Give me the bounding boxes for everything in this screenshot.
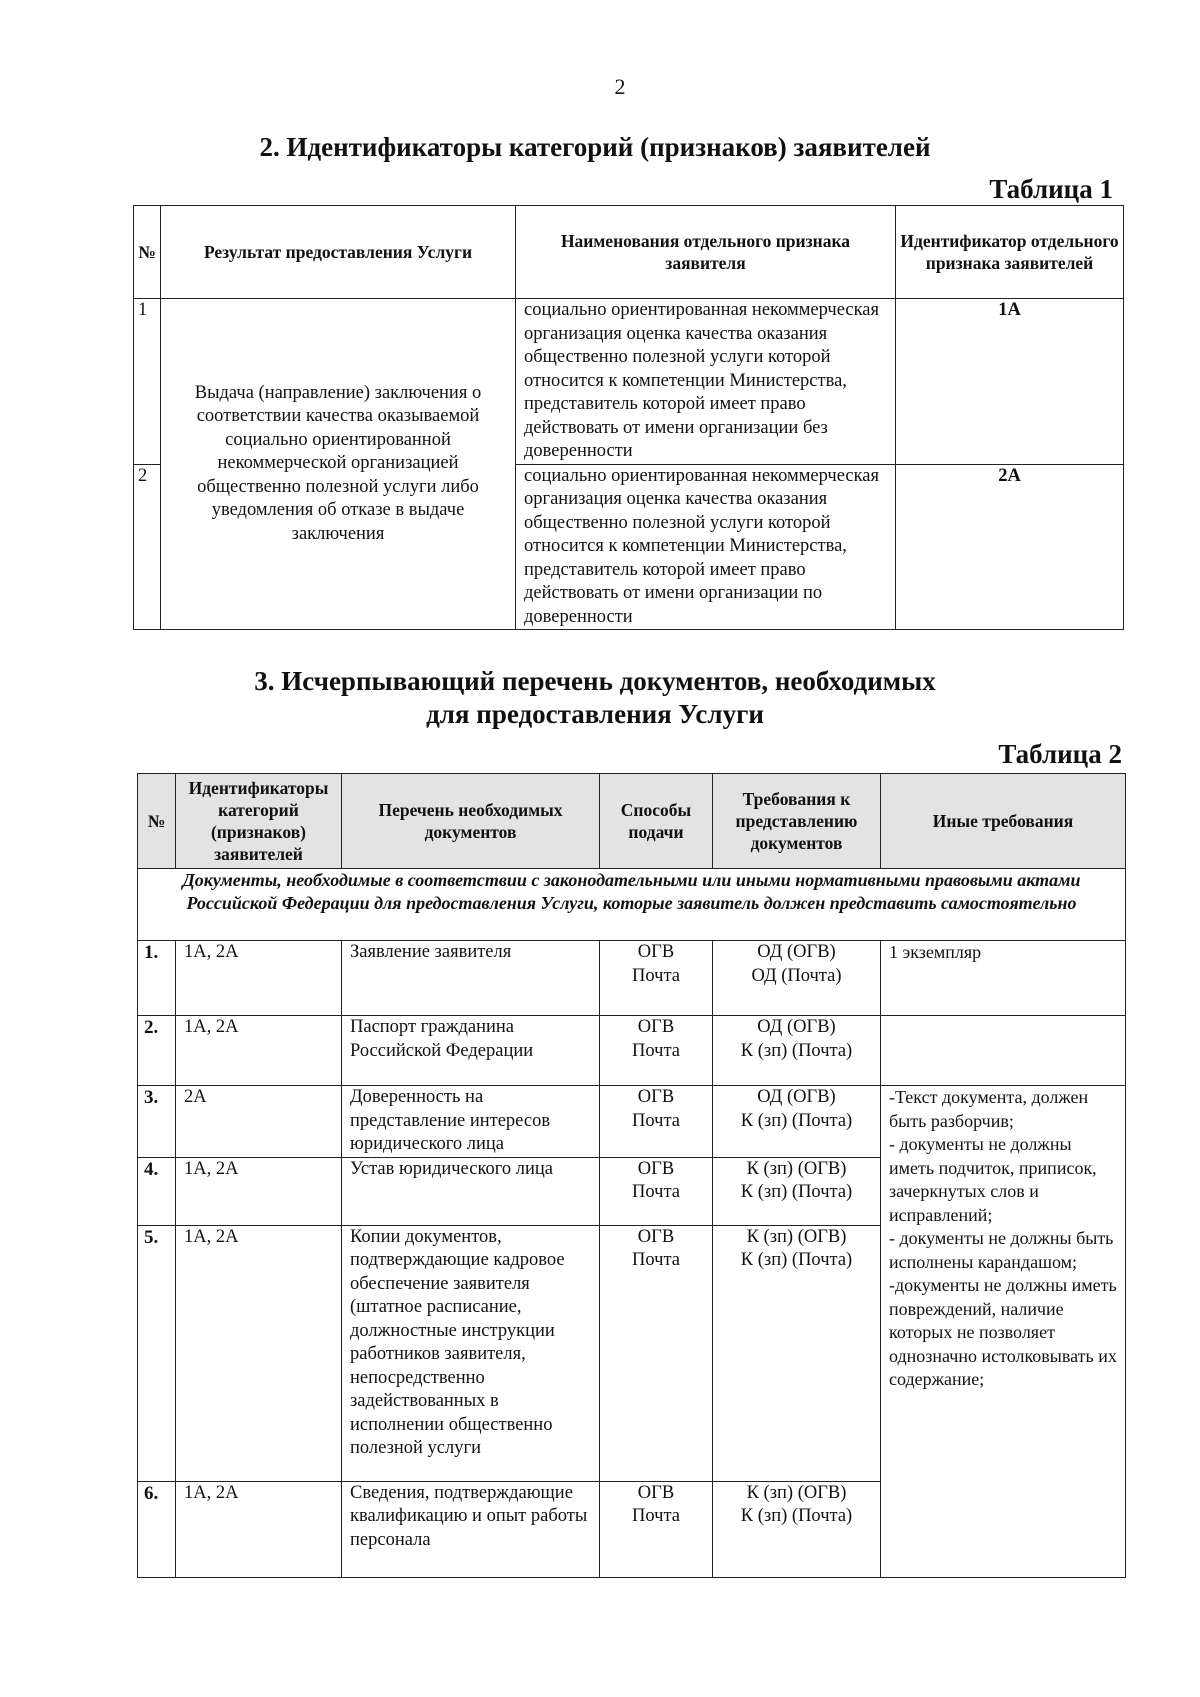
document-cell: Доверенность на представление интересов юридического лица (342, 1086, 600, 1158)
method-cell: ОГВ Почта (600, 1086, 713, 1158)
table-row (134, 299, 1124, 465)
feature-id-cell: 1А (896, 299, 1124, 465)
requirement-cell: К (зп) (ОГВ) К (зп) (Почта) (713, 1225, 881, 1481)
header-num: № (134, 206, 161, 299)
row-num: 1. (138, 941, 176, 1016)
row-num: 3. (138, 1086, 176, 1158)
method-cell: ОГВ Почта (600, 941, 713, 1016)
other-requirement-cell: 1 экземпляр (881, 941, 1126, 1016)
document-cell: Копии документов, подтверждающие кадровое обеспечение заявителя (штатное расписание, должностные инструкции работников заявителя, непосредственно задействованных в исполнении общественно полезной услуги (342, 1225, 600, 1481)
requirement-cell: ОД (ОГВ) К (зп) (Почта) (713, 1016, 881, 1086)
requirement-cell: К (зп) (ОГВ) К (зп) (Почта) (713, 1157, 881, 1225)
category-ids-cell: 1А, 2А (176, 1016, 342, 1086)
page-number: 2 (614, 74, 626, 99)
category-ids-cell: 1А, 2А (176, 941, 342, 1016)
section-3-title (0, 665, 1190, 731)
document-cell: Заявление заявителя (342, 941, 600, 1016)
header-num: № (138, 774, 176, 869)
category-ids-cell: 1А, 2А (176, 1481, 342, 1577)
table-header-row (134, 206, 1124, 299)
section-row (138, 869, 1126, 941)
other-requirement-cell (881, 1016, 1126, 1086)
table-row (138, 941, 1126, 1016)
method-cell: ОГВ Почта (600, 1157, 713, 1225)
section-2-title: 2. Идентификаторы категорий (признаков) заявителей (259, 132, 931, 162)
category-ids-cell: 1А, 2А (176, 1157, 342, 1225)
table-row (138, 1086, 1126, 1158)
row-num: 6. (138, 1481, 176, 1577)
document-cell: Паспорт гражданина Российской Федерации (342, 1016, 600, 1086)
service-result-cell: Выдача (направление) заключения о соответствии качества оказываемой социально ориентированной некоммерческой организацией общественно полезной услуги либо уведомления об отказе в выдаче заключения (161, 299, 516, 630)
method-cell: ОГВ Почта (600, 1016, 713, 1086)
requirement-cell: К (зп) (ОГВ) К (зп) (Почта) (713, 1481, 881, 1577)
header-feature-id: Идентификатор отдельного признака заявителей (896, 206, 1124, 299)
required-documents-table (137, 773, 1126, 1578)
document-cell: Сведения, подтверждающие квалификацию и опыт работы персонала (342, 1481, 600, 1577)
table-header-row (138, 774, 1126, 869)
requirement-cell: ОД (ОГВ) ОД (Почта) (713, 941, 881, 1016)
table-2-caption: Таблица 2 (998, 739, 1122, 769)
requirement-cell: ОД (ОГВ) К (зп) (Почта) (713, 1086, 881, 1158)
row-num: 1 (134, 299, 161, 465)
section-3-title-line-1: 3. Исчерпывающий перечень документов, необходимых (254, 666, 936, 696)
header-result: Результат предоставления Услуги (161, 206, 516, 299)
category-ids-cell: 2А (176, 1086, 342, 1158)
header-other-requirements: Иные требования (881, 774, 1126, 869)
method-cell: ОГВ Почта (600, 1481, 713, 1577)
other-requirements-merged-cell: -Текст документа, должен быть разборчив; - документы не должны иметь подчиток, приписок, зачеркнутых слов и исправлений; - документы не должны быть исполнены карандашом; -документы не должны иметь повреждений, наличие которых не позволяет однозначно истолковывать их содержание; (881, 1086, 1126, 1578)
documents-section-heading: Документы, необходимые в соответствии с законодательными или иными нормативными правовыми актами Российской Федерации для предоставления Услуги, которые заявитель должен представить самостоятельно (138, 869, 1126, 941)
table-1-caption: Таблица 1 (989, 174, 1113, 204)
header-feature-name: Наименования отдельного признака заявителя (516, 206, 896, 299)
applicant-category-table (133, 205, 1124, 630)
section-3-title-line-2: для предоставления Услуги (426, 699, 764, 729)
feature-id-cell: 2А (896, 464, 1124, 630)
feature-name-cell: социально ориентированная некоммерческая организация оценка качества оказания общественно полезной услуги которой относится к компетенции Министерства, представитель которой имеет право действовать от имени организации без доверенности (516, 299, 896, 465)
row-num: 4. (138, 1157, 176, 1225)
row-num: 5. (138, 1225, 176, 1481)
row-num: 2. (138, 1016, 176, 1086)
document-cell: Устав юридического лица (342, 1157, 600, 1225)
header-requirements: Требования к представлению документов (713, 774, 881, 869)
table-row (138, 1016, 1126, 1086)
method-cell: ОГВ Почта (600, 1225, 713, 1481)
feature-name-cell: социально ориентированная некоммерческая организация оценка качества оказания общественно полезной услуги которой относится к компетенции Министерства, представитель которой имеет право действовать от имени организации по доверенности (516, 464, 896, 630)
header-documents: Перечень необходимых документов (342, 774, 600, 869)
row-num: 2 (134, 464, 161, 630)
header-submission-methods: Способы подачи (600, 774, 713, 869)
category-ids-cell: 1А, 2А (176, 1225, 342, 1481)
header-category-ids: Идентификаторы категорий (признаков) заявителей (176, 774, 342, 869)
